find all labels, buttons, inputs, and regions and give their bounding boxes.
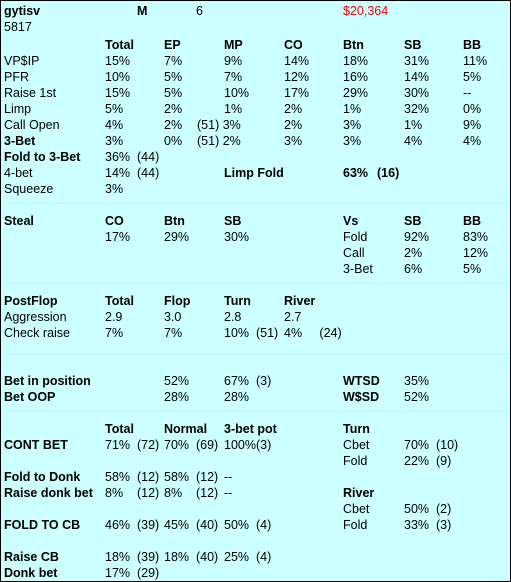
check-raise-turn: 10% (51) <box>224 326 279 340</box>
river-fold-label: Fold <box>343 518 368 532</box>
call-open-sb: 1% <box>404 118 423 132</box>
vpip-sb: 31% <box>404 54 430 68</box>
limp-fold-value: 63% <box>343 166 369 180</box>
raise-donk-label: Raise donk bet <box>4 486 93 500</box>
fold-to-cb-normal: 45% (40) <box>164 518 219 532</box>
vs-fold-label: Fold <box>343 230 368 244</box>
raise-first-ep: 5% <box>164 86 183 100</box>
row-label-call-open: Call Open <box>4 118 60 132</box>
aggression-total: 2.9 <box>105 310 123 324</box>
3bet-mp: (51) 2% <box>197 134 241 148</box>
squeeze-value: 3% <box>105 182 124 196</box>
limp-fold-label: Limp Fold <box>224 166 284 180</box>
postflop-col-river: River <box>284 294 316 308</box>
row-label-pfr: PFR <box>4 70 29 84</box>
postflop-label: PostFlop <box>4 294 58 308</box>
wsd-value: 52% <box>404 390 430 404</box>
3bet-ep: 0% <box>164 134 183 148</box>
raise-first-co: 17% <box>284 86 310 100</box>
wsd-label: W$SD <box>343 390 380 404</box>
vs-col-sb: SB <box>404 214 422 228</box>
check-raise-flop: 7% <box>164 326 183 340</box>
check-raise-label: Check raise <box>4 326 70 340</box>
vpip-btn: 18% <box>343 54 369 68</box>
raise-donk-total: 8% (12) <box>105 486 160 500</box>
steal-sb: 30% <box>224 230 250 244</box>
limp-total: 5% <box>105 102 124 116</box>
vs-call-bb: 12% <box>463 246 489 260</box>
vs-3bet-label: 3-Bet <box>343 262 373 276</box>
pfr-co: 12% <box>284 70 310 84</box>
check-raise-river: 4% (24) <box>284 326 342 340</box>
wtsd-value: 35% <box>404 374 430 388</box>
limp-fold-sample: (16) <box>377 166 400 180</box>
postflop-col-flop: Flop <box>164 294 191 308</box>
cont-bet-3bet-pot: 100%(3) <box>224 438 272 452</box>
postflop-col-turn: Turn <box>224 294 251 308</box>
vs-fold-sb: 92% <box>404 230 430 244</box>
limp-mp: 1% <box>224 102 243 116</box>
fold-to-donk-3bet-pot: -- <box>224 470 233 484</box>
col-header-btn: Btn <box>343 38 364 52</box>
bet-ip-label: Bet in position <box>4 374 91 388</box>
river-cbet-value: 50% (2) <box>404 502 452 516</box>
vs-call-label: Call <box>343 246 365 260</box>
col-header-bb: BB <box>463 38 482 52</box>
fold-to-donk-normal: 58% (12) <box>164 470 219 484</box>
row-label-raise-first: Raise 1st <box>4 86 57 100</box>
turn-label: Turn <box>343 422 370 436</box>
col-header-ep: EP <box>164 38 181 52</box>
river-fold-value: 33% (3) <box>404 518 452 532</box>
cont-bet-normal: 70% (69) <box>164 438 219 452</box>
call-open-mp: (51) 3% <box>197 118 241 132</box>
steal-co: 17% <box>105 230 131 244</box>
3bet-co: 3% <box>284 134 303 148</box>
fold-to-donk-total: 58% (12) <box>105 470 160 484</box>
fold-to-3bet-label: Fold to 3-Bet <box>4 150 81 164</box>
fold-to-cb-total: 46% (39) <box>105 518 160 532</box>
vs-fold-bb: 83% <box>463 230 489 244</box>
limp-co: 2% <box>284 102 303 116</box>
vpip-total: 15% <box>105 54 131 68</box>
section-divider <box>1 283 510 284</box>
3bet-bb: 4% <box>463 134 482 148</box>
bet-ip-flop: 52% <box>164 374 190 388</box>
player-name: gytisv <box>4 4 41 18</box>
m-value: 6 <box>196 4 203 18</box>
raise-cb-total: 18% (39) <box>105 550 160 564</box>
fold-to-cb-3bet-pot: 50% (4) <box>224 518 272 532</box>
four-bet-sample: (44) <box>137 166 160 180</box>
pfr-btn: 16% <box>343 70 369 84</box>
limp-sb: 32% <box>404 102 430 116</box>
river-cbet-label: Cbet <box>343 502 370 516</box>
row-label-3bet: 3-Bet <box>4 134 36 148</box>
vs-call-sb: 2% <box>404 246 423 260</box>
call-open-total: 4% <box>105 118 124 132</box>
raise-cb-normal: 18% (40) <box>164 550 219 564</box>
stack-size: $20,364 <box>343 4 389 18</box>
cbet-col-3bet-pot: 3-bet pot <box>224 422 277 436</box>
steal-col-co: CO <box>105 214 124 228</box>
pfr-total: 10% <box>105 70 131 84</box>
col-header-co: CO <box>284 38 303 52</box>
check-raise-total: 7% <box>105 326 124 340</box>
aggression-flop: 3.0 <box>164 310 182 324</box>
section-divider <box>1 203 510 204</box>
vpip-bb: 11% <box>463 54 488 68</box>
raise-donk-normal: 8% (12) <box>164 486 219 500</box>
row-label-limp: Limp <box>4 102 32 116</box>
call-open-bb: 9% <box>463 118 482 132</box>
vpip-ep: 7% <box>164 54 183 68</box>
col-header-total: Total <box>105 38 134 52</box>
cbet-col-total: Total <box>105 422 134 436</box>
pfr-bb: 5% <box>463 70 482 84</box>
vpip-co: 14% <box>284 54 310 68</box>
donk-bet-total: 17% (29) <box>105 566 160 580</box>
vs-3bet-sb: 6% <box>404 262 423 276</box>
raise-cb-label: Raise CB <box>4 550 59 564</box>
donk-bet-label: Donk bet <box>4 566 58 580</box>
steal-label: Steal <box>4 214 34 228</box>
3bet-total: 3% <box>105 134 124 148</box>
pfr-mp: 7% <box>224 70 243 84</box>
fold-to-cb-label: FOLD TO CB <box>4 518 81 532</box>
cbet-col-normal: Normal <box>164 422 208 436</box>
pfr-sb: 14% <box>404 70 430 84</box>
hand-count: 5817 <box>4 20 32 34</box>
vs-3bet-bb: 5% <box>463 262 482 276</box>
section-divider <box>1 353 510 354</box>
river-label: River <box>343 486 375 500</box>
turn-fold-label: Fold <box>343 454 368 468</box>
col-header-mp: MP <box>224 38 243 52</box>
vs-label: Vs <box>343 214 359 228</box>
limp-btn: 1% <box>343 102 362 116</box>
wtsd-label: WTSD <box>343 374 380 388</box>
steal-col-btn: Btn <box>164 214 185 228</box>
four-bet-label: 4-bet <box>4 166 33 180</box>
cont-bet-total: 71% (72) <box>105 438 160 452</box>
fold-to-3bet-sample: (44) <box>137 150 160 164</box>
pfr-ep: 5% <box>164 70 183 84</box>
fold-to-donk-label: Fold to Donk <box>4 470 81 484</box>
turn-cbet-value: 70% (10) <box>404 438 459 452</box>
raise-first-total: 15% <box>105 86 131 100</box>
squeeze-label: Squeeze <box>4 182 54 196</box>
3bet-btn: 3% <box>343 134 362 148</box>
call-open-ep: 2% <box>164 118 183 132</box>
call-open-btn: 3% <box>343 118 362 132</box>
bet-oop-turn: 28% <box>224 390 250 404</box>
limp-ep: 2% <box>164 102 183 116</box>
bet-oop-label: Bet OOP <box>4 390 56 404</box>
raise-first-sb: 30% <box>404 86 430 100</box>
bet-ip-turn: 67% (3) <box>224 374 272 388</box>
four-bet-value: 14% <box>105 166 131 180</box>
aggression-turn: 2.8 <box>224 310 242 324</box>
vs-col-bb: BB <box>463 214 482 228</box>
aggression-river: 2.7 <box>284 310 302 324</box>
raise-donk-3bet-pot: -- <box>224 486 233 500</box>
m-label: M <box>137 4 148 18</box>
steal-btn: 29% <box>164 230 190 244</box>
raise-first-mp: 10% <box>224 86 250 100</box>
turn-fold-value: 22% (9) <box>404 454 452 468</box>
raise-cb-3bet-pot: 25% (4) <box>224 550 272 564</box>
bet-oop-flop: 28% <box>164 390 190 404</box>
col-header-sb: SB <box>404 38 422 52</box>
vpip-mp: 9% <box>224 54 243 68</box>
steal-col-sb: SB <box>224 214 242 228</box>
raise-first-btn: 29% <box>343 86 369 100</box>
section-divider <box>1 411 510 412</box>
row-label-vpip: VP$IP <box>4 54 40 68</box>
call-open-co: 2% <box>284 118 303 132</box>
cont-bet-label: CONT BET <box>4 438 68 452</box>
aggression-label: Aggression <box>4 310 67 324</box>
turn-cbet-label: Cbet <box>343 438 370 452</box>
limp-bb: 0% <box>463 102 482 116</box>
fold-to-3bet-value: 36% <box>105 150 131 164</box>
postflop-col-total: Total <box>105 294 134 308</box>
3bet-sb: 4% <box>404 134 423 148</box>
raise-first-bb: -- <box>463 86 472 100</box>
